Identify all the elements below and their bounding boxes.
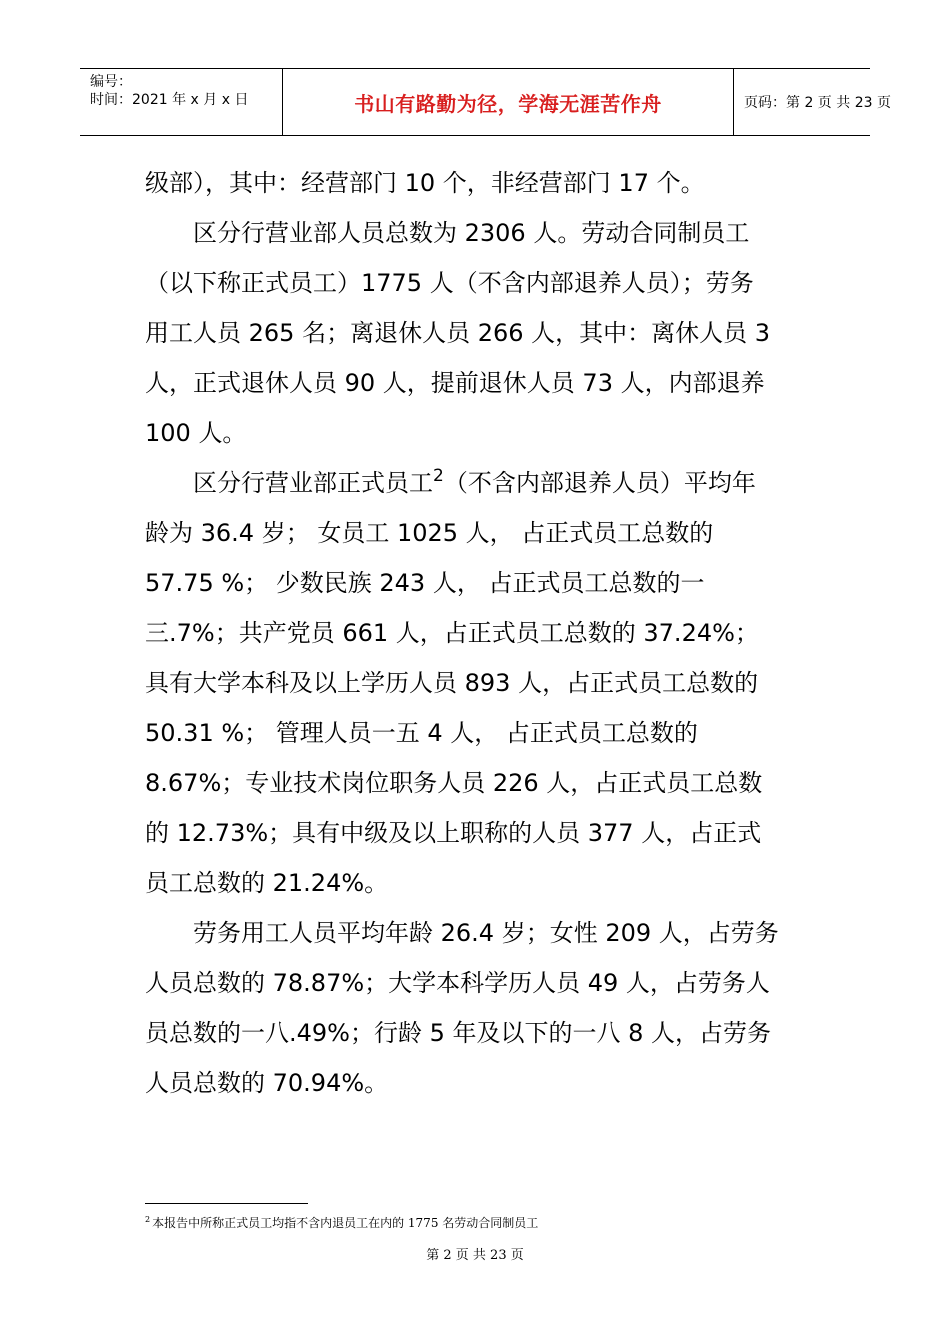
doc-date-label: 时间：2021 年 x 月 x 日 — [90, 92, 249, 108]
page-header — [80, 68, 891, 136]
footnote-reference[interactable]: 2 — [433, 466, 444, 486]
body-line: 劳务用工人员平均年龄 26.4 岁；女性 209 人，占劳务 — [193, 919, 779, 947]
header-page-cell — [734, 69, 891, 135]
body-line — [145, 458, 807, 508]
body-line: 龄为 36.4 岁； 女员工 1025 人， 占正式员工总数的 — [145, 519, 714, 547]
body-line: （以下称正式员工）1775 人（不含内部退养人员）；劳务 — [145, 269, 754, 297]
header-page-info: 页码：第 2 页 共 23 页 — [744, 95, 891, 111]
header-motto: 书山有路勤为径，学海无涯苦作舟 — [354, 91, 662, 116]
body-line: 具有大学本科及以上学历人员 893 人，占正式员工总数的 — [145, 669, 759, 697]
body-line: 8.67%；专业技术岗位职务人员 226 人，占正式员工总数 — [145, 769, 763, 797]
document-body — [145, 158, 807, 1108]
body-line-part: （不含内部退养人员）平均年 — [443, 469, 756, 497]
header-meta — [80, 69, 282, 135]
header-motto-cell — [282, 69, 734, 135]
footnote — [145, 1212, 538, 1231]
body-line: 人员总数的 78.87%；大学本科学历人员 49 人，占劳务人 — [145, 969, 770, 997]
footnote-text: 本报告中所称正式员工均指不含内退员工在内的 1775 名劳动合同制员工 — [152, 1216, 539, 1230]
body-line: 员工总数的 21.24%。 — [145, 869, 389, 897]
body-line: 用工人员 265 名；离退休人员 266 人，其中：离休人员 3 — [145, 319, 771, 347]
doc-number-label: 编号： — [90, 74, 132, 90]
body-line: 57.75 %； 少数民族 243 人， 占正式员工总数的一 — [145, 569, 705, 597]
body-line: 三.7%；共产党员 661 人，占正式员工总数的 37.24%； — [145, 619, 759, 647]
footnote-mark: 2 — [145, 1215, 151, 1224]
footnote-divider — [145, 1203, 308, 1204]
body-line: 员总数的一八.49%；行龄 5 年及以下的一八 8 人，占劳务 — [145, 1019, 772, 1047]
body-line: 的 12.73%；具有中级及以上职称的人员 377 人，占正式 — [145, 819, 762, 847]
body-line: 级部），其中：经营部门 10 个，非经营部门 17 个。 — [145, 169, 705, 197]
page-footer-number: 第 2 页 共 23 页 — [426, 1248, 524, 1263]
body-line: 100 人。 — [145, 419, 247, 447]
body-line: 人员总数的 70.94%。 — [145, 1069, 389, 1097]
body-line-part: 区分行营业部正式员工 — [193, 469, 433, 497]
body-line: 50.31 %； 管理人员一五 4 人， 占正式员工总数的 — [145, 719, 698, 747]
body-line: 区分行营业部人员总数为 2306 人。劳动合同制员工 — [193, 219, 750, 247]
body-line: 人，正式退休人员 90 人，提前退休人员 73 人，内部退养 — [145, 369, 765, 397]
